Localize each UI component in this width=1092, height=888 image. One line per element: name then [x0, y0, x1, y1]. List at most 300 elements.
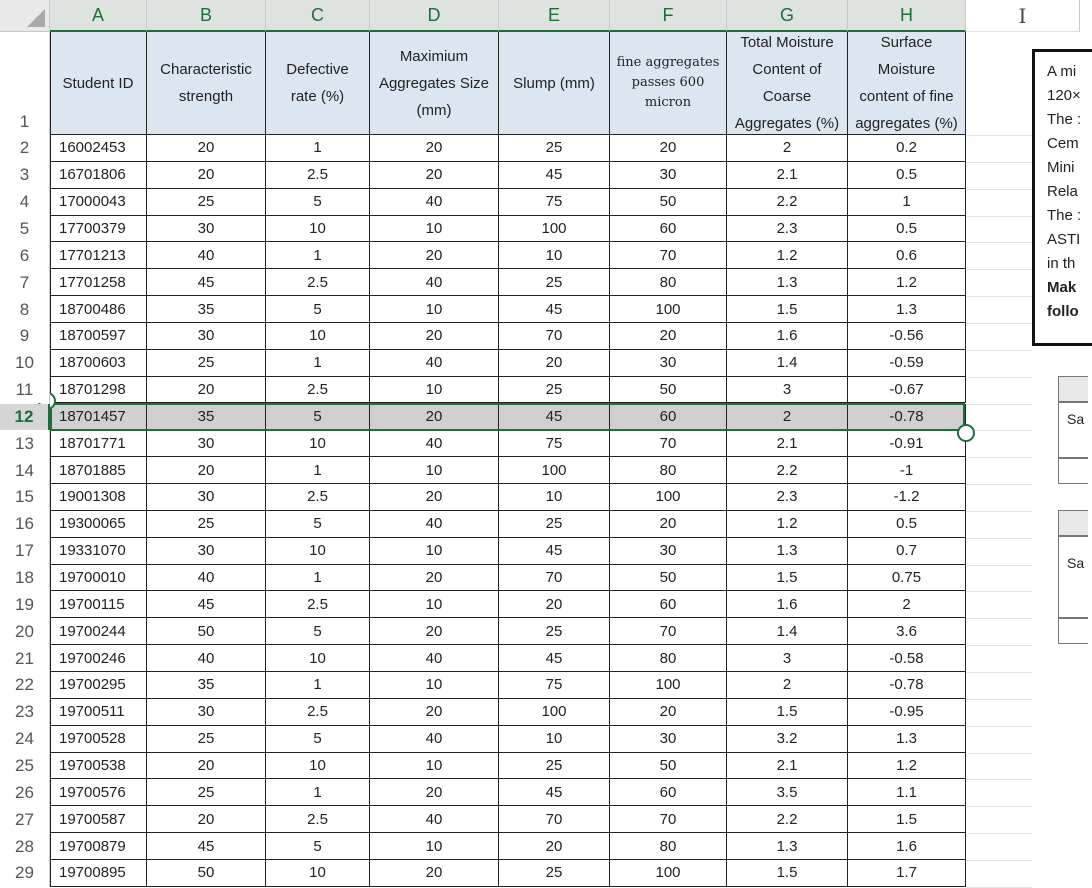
- cell-H21[interactable]: -0.58: [848, 645, 966, 672]
- cell-D18[interactable]: 20: [370, 565, 499, 592]
- row-header-3[interactable]: 3: [0, 162, 50, 189]
- cell-E26[interactable]: 45: [499, 779, 610, 806]
- cell-C13[interactable]: 10: [266, 430, 370, 457]
- cell-E6[interactable]: 10: [499, 242, 610, 269]
- cell-D29[interactable]: 20: [370, 860, 499, 887]
- cell-A24[interactable]: 19700528: [50, 726, 147, 753]
- row-header-22[interactable]: 22: [0, 672, 50, 699]
- cell-C5[interactable]: 10: [266, 216, 370, 243]
- cell-E16[interactable]: 25: [499, 511, 610, 538]
- cell-A5[interactable]: 17700379: [50, 216, 147, 243]
- cell-E19[interactable]: 20: [499, 591, 610, 618]
- cell-G25[interactable]: 2.1: [727, 753, 848, 780]
- row-header-8[interactable]: 8: [0, 296, 50, 323]
- cell-A16[interactable]: 19300065: [50, 511, 147, 538]
- cell-E18[interactable]: 70: [499, 565, 610, 592]
- cell-C4[interactable]: 5: [266, 189, 370, 216]
- cell-G14[interactable]: 2.2: [727, 457, 848, 484]
- cell-D3[interactable]: 20: [370, 162, 499, 189]
- cell-A17[interactable]: 19331070: [50, 538, 147, 565]
- cell-A11[interactable]: 18701298: [50, 377, 147, 404]
- cell-C7[interactable]: 2.5: [266, 269, 370, 296]
- cell-B12[interactable]: 35: [147, 404, 266, 431]
- cell-C28[interactable]: 5: [266, 833, 370, 860]
- header-cell-H[interactable]: [848, 32, 966, 135]
- cell-H4[interactable]: 1: [848, 189, 966, 216]
- cell-G24[interactable]: 3.2: [727, 726, 848, 753]
- cell-C8[interactable]: 5: [266, 296, 370, 323]
- cell-H23[interactable]: -0.95: [848, 699, 966, 726]
- cell-B24[interactable]: 25: [147, 726, 266, 753]
- cell-G9[interactable]: 1.6: [727, 323, 848, 350]
- cell-H27[interactable]: 1.5: [848, 806, 966, 833]
- cell-H18[interactable]: 0.75: [848, 565, 966, 592]
- cell-H10[interactable]: -0.59: [848, 350, 966, 377]
- cell-B16[interactable]: 25: [147, 511, 266, 538]
- side-table-cell-2[interactable]: [1058, 458, 1088, 484]
- row-header-27[interactable]: 27: [0, 806, 50, 833]
- cell-C26[interactable]: 1: [266, 779, 370, 806]
- cell-F4[interactable]: 50: [610, 189, 727, 216]
- cell-B5[interactable]: 30: [147, 216, 266, 243]
- cell-H14[interactable]: -1: [848, 457, 966, 484]
- cell-A28[interactable]: 19700879: [50, 833, 147, 860]
- cell-A29[interactable]: 19700895: [50, 860, 147, 887]
- row-header-6[interactable]: 6: [0, 242, 50, 269]
- cell-G6[interactable]: 1.2: [727, 242, 848, 269]
- cell-A13[interactable]: 18701771: [50, 430, 147, 457]
- cell-A25[interactable]: 19700538: [50, 753, 147, 780]
- cell-G12[interactable]: 2: [727, 404, 848, 431]
- cell-D6[interactable]: 20: [370, 242, 499, 269]
- row-header-10[interactable]: 10: [0, 350, 50, 377]
- cell-D28[interactable]: 10: [370, 833, 499, 860]
- cell-F14[interactable]: 80: [610, 457, 727, 484]
- row-header-21[interactable]: 21: [0, 645, 50, 672]
- cell-F11[interactable]: 50: [610, 377, 727, 404]
- cell-C20[interactable]: 5: [266, 618, 370, 645]
- cell-C12[interactable]: 5: [266, 404, 370, 431]
- cell-G19[interactable]: 1.6: [727, 591, 848, 618]
- cell-F25[interactable]: 50: [610, 753, 727, 780]
- cell-D16[interactable]: 40: [370, 511, 499, 538]
- cell-E10[interactable]: 20: [499, 350, 610, 377]
- cell-D12[interactable]: 20: [370, 404, 499, 431]
- cell-E4[interactable]: 75: [499, 189, 610, 216]
- textbox-line: Mak: [1047, 279, 1077, 296]
- cell-H15[interactable]: -1.2: [848, 484, 966, 511]
- cell-H7[interactable]: 1.2: [848, 269, 966, 296]
- cell-D9[interactable]: 20: [370, 323, 499, 350]
- cell-C2[interactable]: 1: [266, 135, 370, 162]
- cell-B25[interactable]: 20: [147, 753, 266, 780]
- cell-C16[interactable]: 5: [266, 511, 370, 538]
- cell-B17[interactable]: 30: [147, 538, 266, 565]
- cell-H3[interactable]: 0.5: [848, 162, 966, 189]
- cell-E23[interactable]: 100: [499, 699, 610, 726]
- row-header-25[interactable]: 25: [0, 753, 50, 780]
- cell-D4[interactable]: 40: [370, 189, 499, 216]
- cell-H22[interactable]: -0.78: [848, 672, 966, 699]
- column-header-A[interactable]: A: [50, 0, 147, 32]
- cell-F3[interactable]: 30: [610, 162, 727, 189]
- header-line: (mm): [416, 101, 452, 119]
- cell-B28[interactable]: 45: [147, 833, 266, 860]
- header-cell-C[interactable]: [266, 32, 370, 135]
- header-line: Slump (mm): [513, 74, 595, 92]
- cell-C18[interactable]: 1: [266, 565, 370, 592]
- header-line: rate (%): [290, 88, 345, 105]
- cell-B2[interactable]: 20: [147, 135, 266, 162]
- cell-D22[interactable]: 10: [370, 672, 499, 699]
- cell-F21[interactable]: 80: [610, 645, 727, 672]
- textbox-line: The :: [1047, 111, 1082, 128]
- cell-D13[interactable]: 40: [370, 430, 499, 457]
- cell-H12[interactable]: -0.78: [848, 404, 966, 431]
- column-header-D[interactable]: D: [370, 0, 499, 32]
- instructions-textbox[interactable]: [1032, 49, 1092, 346]
- cell-E5[interactable]: 100: [499, 216, 610, 243]
- cell-G15[interactable]: 2.3: [727, 484, 848, 511]
- header-line: Content of: [752, 61, 822, 78]
- header-line: Surface: [880, 34, 933, 51]
- header-cell-D[interactable]: [370, 32, 499, 135]
- cell-E9[interactable]: 70: [499, 323, 610, 350]
- cell-H6[interactable]: 0.6: [848, 242, 966, 269]
- cell-G23[interactable]: 1.5: [727, 699, 848, 726]
- cell-G18[interactable]: 1.5: [727, 565, 848, 592]
- cell-D10[interactable]: 40: [370, 350, 499, 377]
- cell-G20[interactable]: 1.4: [727, 618, 848, 645]
- column-header-B[interactable]: B: [147, 0, 266, 32]
- cell-H20[interactable]: 3.6: [848, 618, 966, 645]
- cell-C9[interactable]: 10: [266, 323, 370, 350]
- header-line: content of fine: [859, 88, 954, 105]
- cell-C11[interactable]: 2.5: [266, 377, 370, 404]
- row-header-2[interactable]: 2: [0, 135, 50, 162]
- cell-G7[interactable]: 1.3: [727, 269, 848, 296]
- row-header-20[interactable]: 20: [0, 618, 50, 645]
- cell-B21[interactable]: 40: [147, 645, 266, 672]
- cell-E25[interactable]: 25: [499, 753, 610, 780]
- column-header-F[interactable]: F: [610, 0, 727, 32]
- cell-G21[interactable]: 3: [727, 645, 848, 672]
- cell-G8[interactable]: 1.5: [727, 296, 848, 323]
- cell-F26[interactable]: 60: [610, 779, 727, 806]
- cell-G27[interactable]: 2.2: [727, 806, 848, 833]
- cell-B3[interactable]: 20: [147, 162, 266, 189]
- cell-H11[interactable]: -0.67: [848, 377, 966, 404]
- cell-D7[interactable]: 40: [370, 269, 499, 296]
- cell-B20[interactable]: 50: [147, 618, 266, 645]
- row-header-23[interactable]: 23: [0, 699, 50, 726]
- cell-C22[interactable]: 1: [266, 672, 370, 699]
- cell-F8[interactable]: 100: [610, 296, 727, 323]
- cell-D19[interactable]: 10: [370, 591, 499, 618]
- cell-B13[interactable]: 30: [147, 430, 266, 457]
- cell-A12[interactable]: 18701457: [50, 404, 147, 431]
- header-line: Defective: [286, 61, 349, 78]
- cell-H24[interactable]: 1.3: [848, 726, 966, 753]
- column-header-H[interactable]: H: [848, 0, 966, 32]
- cell-G17[interactable]: 1.3: [727, 538, 848, 565]
- cell-H5[interactable]: 0.5: [848, 216, 966, 243]
- side-table-header-2: [1058, 510, 1088, 536]
- header-cell-E[interactable]: [499, 32, 610, 135]
- cell-F28[interactable]: 80: [610, 833, 727, 860]
- row-header-16[interactable]: 16: [0, 511, 50, 538]
- row-header-19[interactable]: 19: [0, 591, 50, 618]
- row-header-17[interactable]: 17: [0, 538, 50, 565]
- cell-B10[interactable]: 25: [147, 350, 266, 377]
- cell-B19[interactable]: 45: [147, 591, 266, 618]
- side-label-2: Sa: [1067, 555, 1085, 571]
- cell-G29[interactable]: 1.5: [727, 860, 848, 887]
- header-line: Total Moisture: [740, 34, 834, 51]
- cell-D21[interactable]: 40: [370, 645, 499, 672]
- cell-A19[interactable]: 19700115: [50, 591, 147, 618]
- cell-A20[interactable]: 19700244: [50, 618, 147, 645]
- cell-D20[interactable]: 20: [370, 618, 499, 645]
- cell-F12[interactable]: 60: [610, 404, 727, 431]
- cell-H26[interactable]: 1.1: [848, 779, 966, 806]
- side-table-header-1: [1058, 376, 1088, 402]
- row-header-29[interactable]: 29: [0, 860, 50, 887]
- cell-A26[interactable]: 19700576: [50, 779, 147, 806]
- cell-D8[interactable]: 10: [370, 296, 499, 323]
- cell-B4[interactable]: 25: [147, 189, 266, 216]
- cell-G22[interactable]: 2: [727, 672, 848, 699]
- cell-F27[interactable]: 70: [610, 806, 727, 833]
- cell-C3[interactable]: 2.5: [266, 162, 370, 189]
- cell-D25[interactable]: 10: [370, 753, 499, 780]
- cell-C27[interactable]: 2.5: [266, 806, 370, 833]
- cell-H16[interactable]: 0.5: [848, 511, 966, 538]
- textbox-line: 120×: [1047, 87, 1081, 104]
- row-header-1[interactable]: 1: [0, 32, 50, 135]
- cell-G26[interactable]: 3.5: [727, 779, 848, 806]
- cell-F23[interactable]: 20: [610, 699, 727, 726]
- cell-A3[interactable]: 16701806: [50, 162, 147, 189]
- row-header-12[interactable]: 12: [0, 404, 50, 431]
- header-cell-A[interactable]: [50, 32, 147, 135]
- cell-C29[interactable]: 10: [266, 860, 370, 887]
- cell-E28[interactable]: 20: [499, 833, 610, 860]
- cell-E7[interactable]: 25: [499, 269, 610, 296]
- row-header-18[interactable]: 18: [0, 565, 50, 592]
- cell-C17[interactable]: 10: [266, 538, 370, 565]
- cell-B22[interactable]: 35: [147, 672, 266, 699]
- cell-A14[interactable]: 18701885: [50, 457, 147, 484]
- cell-E27[interactable]: 70: [499, 806, 610, 833]
- cell-H8[interactable]: 1.3: [848, 296, 966, 323]
- row-header-26[interactable]: 26: [0, 779, 50, 806]
- cell-C14[interactable]: 1: [266, 457, 370, 484]
- cell-A4[interactable]: 17000043: [50, 189, 147, 216]
- cell-B23[interactable]: 30: [147, 699, 266, 726]
- textbox-line: ASTI: [1047, 231, 1081, 248]
- cell-H17[interactable]: 0.7: [848, 538, 966, 565]
- column-header-C[interactable]: C: [266, 0, 370, 32]
- cell-H28[interactable]: 1.6: [848, 833, 966, 860]
- cell-A9[interactable]: 18700597: [50, 323, 147, 350]
- cell-C23[interactable]: 2.5: [266, 699, 370, 726]
- cell-F22[interactable]: 100: [610, 672, 727, 699]
- header-cell-F[interactable]: [610, 32, 727, 135]
- cell-H29[interactable]: 1.7: [848, 860, 966, 887]
- cell-E24[interactable]: 10: [499, 726, 610, 753]
- cell-C21[interactable]: 10: [266, 645, 370, 672]
- cell-G10[interactable]: 1.4: [727, 350, 848, 377]
- header-line: Aggregates (%): [734, 115, 840, 132]
- row-header-24[interactable]: 24: [0, 726, 50, 753]
- header-line: Characteristic: [160, 61, 252, 78]
- cell-E21[interactable]: 45: [499, 645, 610, 672]
- cell-F9[interactable]: 20: [610, 323, 727, 350]
- cell-A27[interactable]: 19700587: [50, 806, 147, 833]
- cell-G3[interactable]: 2.1: [727, 162, 848, 189]
- side-table-cell-3[interactable]: [1058, 536, 1088, 618]
- cell-D14[interactable]: 10: [370, 457, 499, 484]
- cell-F19[interactable]: 60: [610, 591, 727, 618]
- cell-E14[interactable]: 100: [499, 457, 610, 484]
- cell-E29[interactable]: 25: [499, 860, 610, 887]
- cell-C19[interactable]: 2.5: [266, 591, 370, 618]
- cell-F10[interactable]: 30: [610, 350, 727, 377]
- cell-C15[interactable]: 2.5: [266, 484, 370, 511]
- side-table-cell-1[interactable]: [1058, 402, 1088, 458]
- cell-F16[interactable]: 20: [610, 511, 727, 538]
- cell-A7[interactable]: 17701258: [50, 269, 147, 296]
- cell-D23[interactable]: 20: [370, 699, 499, 726]
- cell-B18[interactable]: 40: [147, 565, 266, 592]
- header-line: Moisture: [877, 61, 936, 78]
- textbox-line: The :: [1047, 207, 1082, 224]
- cell-E2[interactable]: 25: [499, 135, 610, 162]
- header-line: micron: [644, 95, 692, 110]
- cell-B8[interactable]: 35: [147, 296, 266, 323]
- header-line: fine aggregates: [616, 55, 720, 70]
- cell-B9[interactable]: 30: [147, 323, 266, 350]
- cell-G5[interactable]: 2.3: [727, 216, 848, 243]
- cell-F29[interactable]: 100: [610, 860, 727, 887]
- cell-E3[interactable]: 45: [499, 162, 610, 189]
- cell-G16[interactable]: 1.2: [727, 511, 848, 538]
- cell-A18[interactable]: 19700010: [50, 565, 147, 592]
- row-header-9[interactable]: 9: [0, 323, 50, 350]
- cell-D27[interactable]: 40: [370, 806, 499, 833]
- cell-B11[interactable]: 20: [147, 377, 266, 404]
- header-cell-G[interactable]: [727, 32, 848, 135]
- cell-F20[interactable]: 70: [610, 618, 727, 645]
- cell-D15[interactable]: 20: [370, 484, 499, 511]
- cell-B7[interactable]: 45: [147, 269, 266, 296]
- textbox-line: A mi: [1047, 63, 1077, 80]
- cell-C24[interactable]: 5: [266, 726, 370, 753]
- cell-F2[interactable]: 20: [610, 135, 727, 162]
- cell-C6[interactable]: 1: [266, 242, 370, 269]
- textbox-line: in th: [1047, 255, 1076, 272]
- cell-B27[interactable]: 20: [147, 806, 266, 833]
- cell-B26[interactable]: 25: [147, 779, 266, 806]
- row-header-5[interactable]: 5: [0, 216, 50, 243]
- cell-F17[interactable]: 30: [610, 538, 727, 565]
- cell-F5[interactable]: 60: [610, 216, 727, 243]
- cell-D26[interactable]: 20: [370, 779, 499, 806]
- select-all-corner[interactable]: [0, 0, 50, 32]
- cell-D5[interactable]: 10: [370, 216, 499, 243]
- selection-end-handle-icon[interactable]: [957, 424, 975, 442]
- side-table-cell-4[interactable]: [1058, 618, 1088, 644]
- cell-E13[interactable]: 75: [499, 430, 610, 457]
- cell-C25[interactable]: 10: [266, 753, 370, 780]
- cell-F6[interactable]: 70: [610, 242, 727, 269]
- row-header-28[interactable]: 28: [0, 833, 50, 860]
- cell-E15[interactable]: 10: [499, 484, 610, 511]
- cell-D24[interactable]: 40: [370, 726, 499, 753]
- cell-F15[interactable]: 100: [610, 484, 727, 511]
- cell-H2[interactable]: 0.2: [848, 135, 966, 162]
- cell-D11[interactable]: 10: [370, 377, 499, 404]
- cell-H25[interactable]: 1.2: [848, 753, 966, 780]
- cell-A10[interactable]: 18700603: [50, 350, 147, 377]
- row-header-14[interactable]: 14: [0, 457, 50, 484]
- cell-A23[interactable]: 19700511: [50, 699, 147, 726]
- cell-G4[interactable]: 2.2: [727, 189, 848, 216]
- cell-G13[interactable]: 2.1: [727, 430, 848, 457]
- cell-H13[interactable]: -0.91: [848, 430, 966, 457]
- cell-H9[interactable]: -0.56: [848, 323, 966, 350]
- cell-E20[interactable]: 25: [499, 618, 610, 645]
- cell-E11[interactable]: 25: [499, 377, 610, 404]
- cell-A22[interactable]: 19700295: [50, 672, 147, 699]
- cell-D17[interactable]: 10: [370, 538, 499, 565]
- cell-H19[interactable]: 2: [848, 591, 966, 618]
- column-header-I[interactable]: [966, 0, 1080, 32]
- cell-A8[interactable]: 18700486: [50, 296, 147, 323]
- row-header-15[interactable]: 15: [0, 484, 50, 511]
- column-header-E[interactable]: E: [499, 0, 610, 32]
- cell-A6[interactable]: 17701213: [50, 242, 147, 269]
- column-header-G[interactable]: G: [727, 0, 848, 32]
- cell-E17[interactable]: 45: [499, 538, 610, 565]
- header-cell-B[interactable]: [147, 32, 266, 135]
- cell-A2[interactable]: 16002453: [50, 135, 147, 162]
- cell-B15[interactable]: 30: [147, 484, 266, 511]
- row-header-7[interactable]: 7: [0, 269, 50, 296]
- cell-C10[interactable]: 1: [266, 350, 370, 377]
- cell-B29[interactable]: 50: [147, 860, 266, 887]
- row-header-11[interactable]: 11: [0, 377, 50, 404]
- cell-F7[interactable]: 80: [610, 269, 727, 296]
- cell-E12[interactable]: 45: [499, 404, 610, 431]
- cell-G11[interactable]: 3: [727, 377, 848, 404]
- cell-D2[interactable]: 20: [370, 135, 499, 162]
- row-header-4[interactable]: 4: [0, 189, 50, 216]
- cell-B14[interactable]: 20: [147, 457, 266, 484]
- cell-A15[interactable]: 19001308: [50, 484, 147, 511]
- cell-F18[interactable]: 50: [610, 565, 727, 592]
- cell-E8[interactable]: 45: [499, 296, 610, 323]
- cell-A21[interactable]: 19700246: [50, 645, 147, 672]
- cell-G2[interactable]: 2: [727, 135, 848, 162]
- cell-F24[interactable]: 30: [610, 726, 727, 753]
- cell-E22[interactable]: 75: [499, 672, 610, 699]
- cell-B6[interactable]: 40: [147, 242, 266, 269]
- row-header-13[interactable]: 13: [0, 430, 50, 457]
- cell-F13[interactable]: 70: [610, 430, 727, 457]
- cell-G28[interactable]: 1.3: [727, 833, 848, 860]
